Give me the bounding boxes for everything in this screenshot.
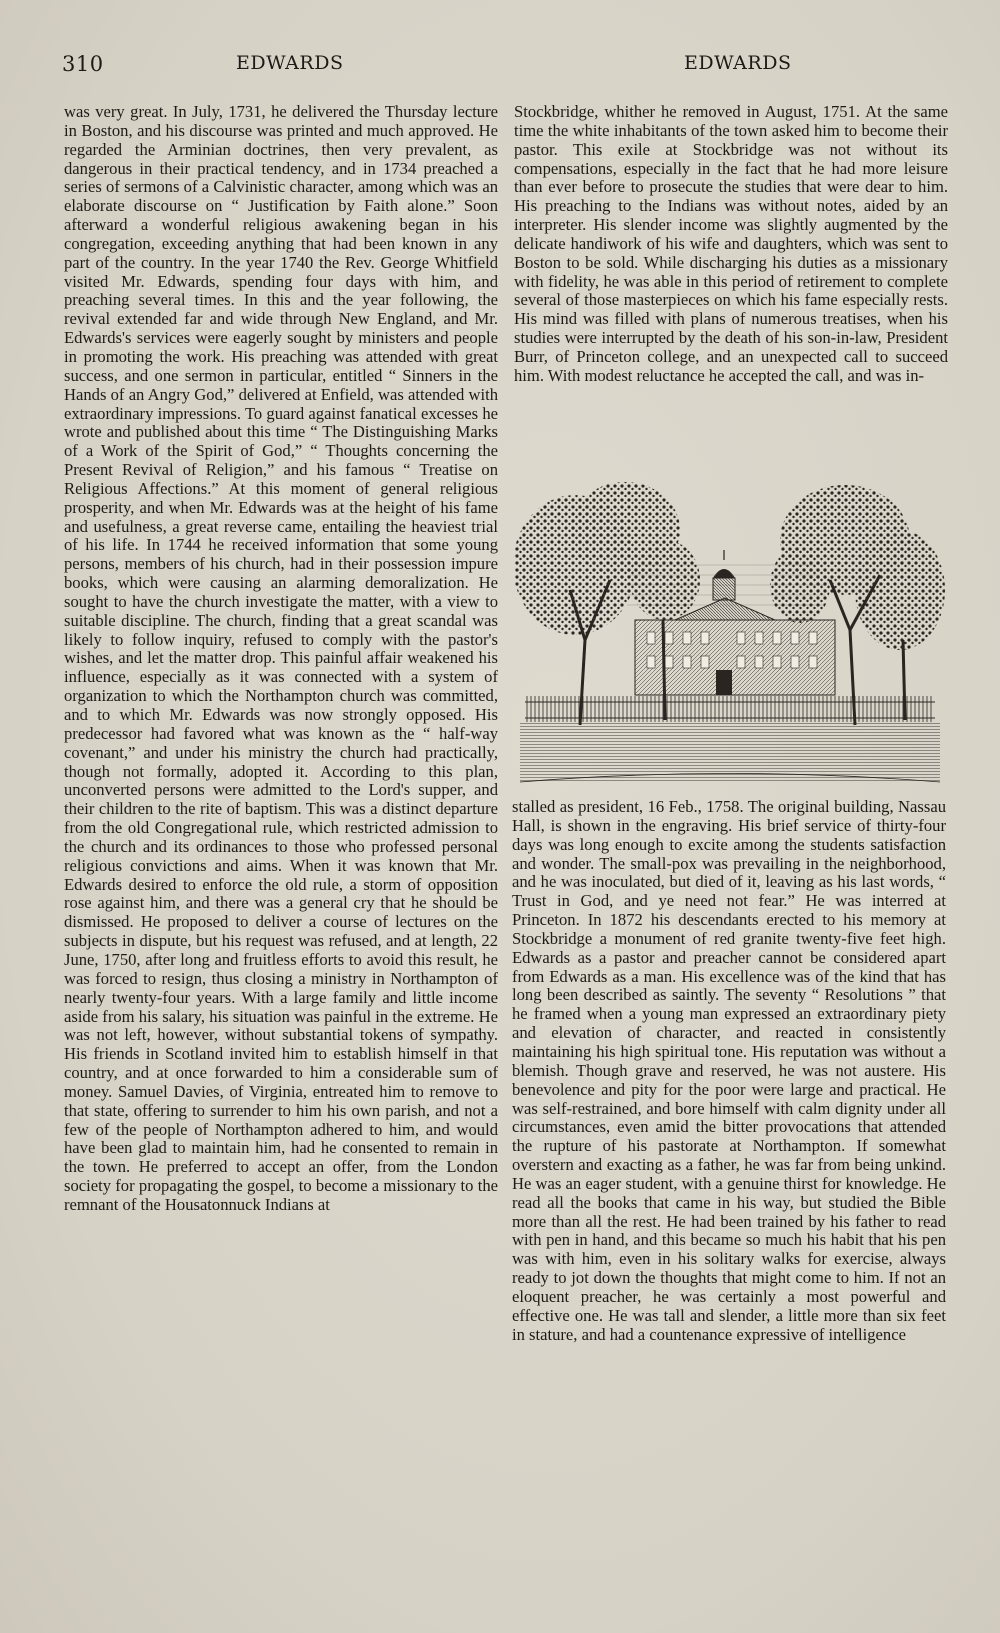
left-column-paragraph: was very great. In July, 1731, he delivered the Thursday lecture in Boston, and his discourse was printed and much approved. He regarded the Arminian doctrines, then very prevalent, as dangerous in their practical tendency, and in 1734 preached a series of sermons of a Calvinistic character, among which was an elaborate discourse on “ Justification by Faith alone.” Soon afterward a wonderful religious awakening began in his congregation, exceeding anything that had been known in any part of the country. In the year 1740 the Rev. George Whitfield visited Mr. Edwards, spending four days with him, and preaching several times. In this and the year following, the revival extended far and wide through New England, and Mr. Edwards's services were eagerly sought by ministers and people in promoting the work. His preaching was attended with great success, and one sermon in particular, entitled “ Sinners in the Hands of an Angry God,” delivered at Enfield, was attended with extraordinary impressions. To guard against fanatical excesses he wrote and published about this time “ The Distinguishing Marks of a Work of the Spirit of God,” “ Thoughts concerning the Present Revival of Religion,” and his famous “ Treatise on Religious Affections.” At this moment of general religious prosperity, and when Mr. Edwards was at the height of his fame and usefulness, a great reverse came, entailing the heaviest trial of his life. In 1744 he received information that some young persons, members of his church, had in their possession impure books, which were causing an alarming demoralization. He sought to have the church investigate the matter, with a view to suitable discipline. The church, finding that a great scandal was likely to follow inquiry, refused to comply with the pastor's wishes, and let the matter drop. This painful affair weakened his influence, especially as it was connected with a system of organization to which the Northampton church was committed, and to which Mr. Edwards was now strongly opposed. His predecessor had favored what was known as the “ half-way covenant,” and under his ministry the church had practically, though not formally, adopted it. According to this plan, unconverted persons were admitted to the Lord's supper, and their children to the rite of baptism. This was a distinct departure from the old Congregational rule, which restricted admission to the church and its ordinances to those who professed personal religious convictions and aims. When it was known that Mr. Edwards desired to enforce the old rule, a storm of opposition rose against him, and there was a general cry that he should be dismissed. He proposed to deliver a course of lectures on the subjects in dispute, but his request was refused, and at length, 22 June, 1750, after long and fruitless efforts to avoid this result, he was forced to resign, thus closing a ministry in Northampton of nearly twenty-four years. With a large family and little income aside from his salary, his situation was painful in the extreme. He was not left, however, without substantial tokens of sympathy. His friends in Scotland invited him to establish himself in that country, and at once forwarded to him a considerable sum of money. Samuel Davies, of Virginia, entreated him to remove to that state, offering to surrender to him his own parish, and not a few of the people of Northampton adhered to him, and would have been glad to maintain him, had he consented to remain in the town. He preferred to accept an offer, from the London society for propagating the gospel, to become a missionary to the remnant of the Housatonnuck Indians at [64, 103, 498, 1214]
right-column-paragraph-bottom: stalled as president, 16 Feb., 1758. The original building, Nassau Hall, is shown in the engraving. His brief service of thirty-four days was long enough to excite among the students satisfaction and wonder. The small-pox was prevailing in the neighborhood, and he was inoculated, but died of it, leaving as his last words, “ Trust in God, and ye need not fear.” He was interred at Princeton. In 1872 his descendants erected to his memory at Stockbridge a monument of red granite twenty-five feet high. Edwards as a pastor and preacher cannot be considered apart from Edwards as a man. His excellence was of the kind that has long been described as saintly. The seventy “ Resolutions ” that he framed when a young man expressed an extraordinary piety and elevation of character, and reacted in consistently maintaining his high spiritual tone. His reputation was without a blemish. Though grave and reserved, he was not austere. His benevolence and pity for the poor were large and practical. He was self-restrained, and bore himself with calm dignity under all circumstances, even amid the bitter provocations that attended the rupture of his pastorate at Northampton. If somewhat overstern and exacting as a father, he was far from being unkind. He was an eager student, with a genuine thirst for knowledge. He read all the books that came in his way, but studied the Bible more than all the rest. He had been trained by his father to read with pen in hand, and this became so much his habit that his pen was with him, even in his solitary walks for exercise, always ready to jot down the thoughts that might come to him. If not an eloquent preacher, he was certainly a most powerful and effective one. He was tall and slender, a little more than six feet in stature, and had a countenance expressive of intelligence [512, 798, 946, 1344]
running-head-right: EDWARDS [684, 52, 792, 74]
right-text-column-top [514, 103, 948, 461]
left-text-column [64, 103, 498, 1565]
right-column-paragraph-top: Stockbridge, whither he removed in August, 1751. At the same time the white inhabitants of the town asked him to become their pastor. This exile at Stockbridge was not without its compensations, especially in the fact that he had more leisure than ever before to prosecute the studies that were dear to him. His preaching to the Indians was without notes, aided by an interpreter. His slender income was slightly augmented by the delicate handiwork of his wife and daughters, which was sent to Boston to be sold. While discharging his duties as a missionary with fidelity, he was able in this period of retirement to complete several of those masterpieces on which his fame especially rests. His mind was filled with plans of numerous treatises, when his studies were interrupted by the death of his son-in-law, President Burr, of Princeton college, and an unexpected call to succeed him. With modest reluctance he accepted the call, and was in- [514, 103, 948, 385]
page-number: 310 [62, 52, 104, 76]
nassau-hall-engraving [515, 470, 945, 788]
running-head-left: EDWARDS [236, 52, 344, 74]
right-text-column-bottom [512, 798, 946, 1564]
